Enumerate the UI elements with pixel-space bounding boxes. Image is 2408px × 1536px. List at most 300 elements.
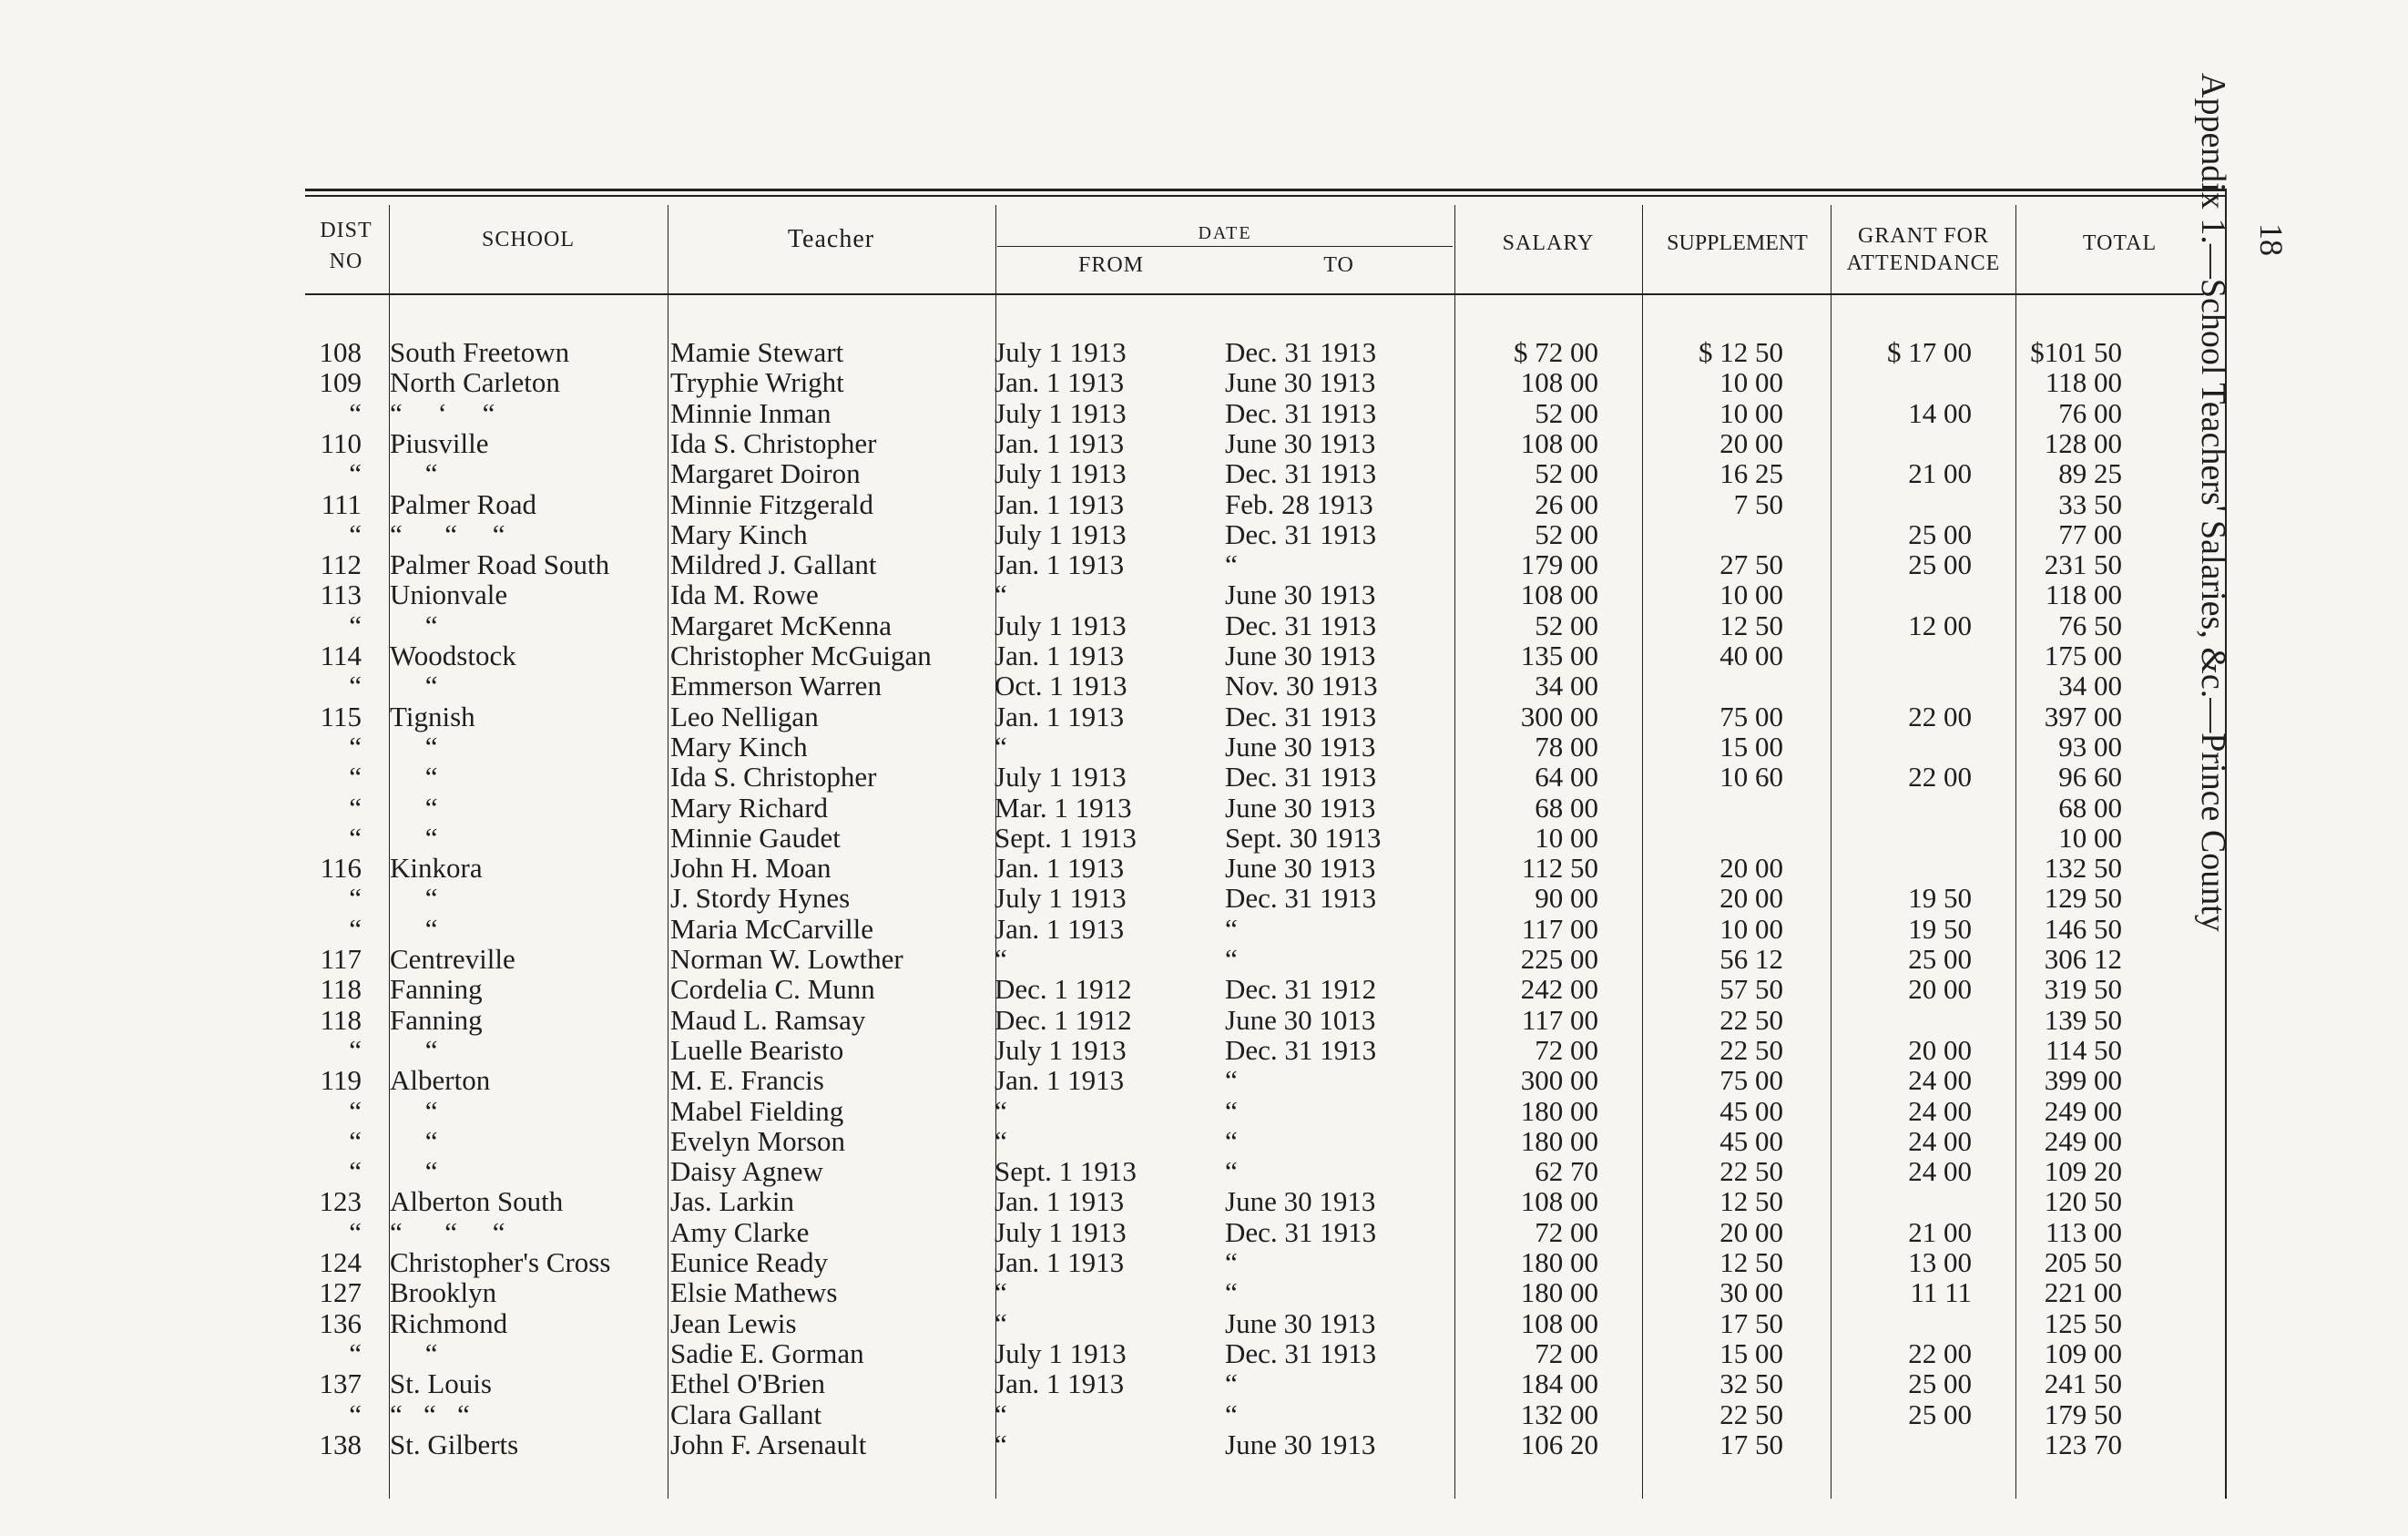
cell-to: June 30 1913: [1225, 1185, 1376, 1218]
cell-total: 132 50: [2044, 852, 2122, 885]
cell-grant: 24 00: [1908, 1124, 1972, 1157]
cell-to: “: [1225, 1367, 1238, 1400]
cell-supplement: 12 50: [1719, 1246, 1783, 1278]
cell-teacher: Jas. Larkin: [670, 1185, 795, 1218]
cell-teacher: Ida M. Rowe: [670, 579, 819, 611]
cell-to: “: [1225, 1155, 1238, 1188]
cell-salary: 108 00: [1520, 1185, 1598, 1218]
table-row: [0, 1065, 2231, 1096]
cell-grant: 25 00: [1908, 517, 1972, 550]
cell-school: Kinkora: [390, 852, 483, 885]
cell-dist: 118: [320, 1003, 362, 1036]
cell-salary: 179 00: [1520, 548, 1598, 581]
cell-school: Centreville: [390, 943, 515, 975]
cell-grant: 13 00: [1908, 1246, 1972, 1278]
cell-teacher: Minnie Fitzgerald: [670, 487, 873, 520]
cell-to: Dec. 31 1913: [1225, 517, 1377, 550]
cell-to: “: [1225, 943, 1238, 975]
cell-total: 76 00: [2058, 396, 2122, 429]
cell-school: “: [390, 1094, 438, 1127]
cell-from: “: [995, 1124, 1007, 1157]
header-date: DATE: [1198, 223, 1252, 243]
table-row: [0, 489, 2231, 520]
cell-teacher: John F. Arsenault: [670, 1428, 867, 1460]
cell-dist: “: [349, 821, 362, 854]
header-dist-line1: DIST: [320, 219, 372, 242]
cell-from: July 1 1913: [995, 336, 1127, 368]
cell-supplement: 10 00: [1719, 366, 1783, 399]
cell-dist: “: [349, 1398, 362, 1430]
cell-supplement: 22 50: [1719, 1155, 1783, 1188]
cell-dist: “: [349, 1094, 362, 1127]
cell-teacher: Mabel Fielding: [670, 1094, 844, 1127]
cell-school: Fanning: [390, 973, 483, 1006]
cell-dist: “: [349, 761, 362, 794]
table-row: [0, 610, 2231, 641]
cell-dist: “: [349, 730, 362, 763]
cell-school: “ “ “: [390, 1215, 505, 1248]
cell-supplement: 10 00: [1719, 912, 1783, 945]
table-row: [0, 732, 2231, 763]
cell-total: 33 50: [2058, 487, 2122, 520]
cell-teacher: Evelyn Morson: [670, 1124, 846, 1157]
cell-to: June 30 1913: [1225, 791, 1376, 824]
cell-school: Fanning: [390, 1003, 483, 1036]
header-dist-line2: NO: [329, 250, 363, 273]
cell-total: 139 50: [2044, 1003, 2122, 1036]
cell-dist: 114: [320, 640, 362, 671]
table-row: [0, 701, 2231, 732]
cell-salary: 106 20: [1520, 1428, 1598, 1460]
cell-from: Oct. 1 1913: [995, 670, 1127, 702]
cell-dist: 119: [320, 1064, 362, 1097]
cell-grant: 25 00: [1908, 1398, 1972, 1430]
cell-from: “: [995, 1276, 1007, 1309]
header-salary: SALARY: [1502, 231, 1595, 255]
cell-salary: 180 00: [1520, 1246, 1598, 1278]
cell-supplement: 30 00: [1719, 1276, 1783, 1309]
cell-from: “: [995, 1094, 1007, 1127]
cell-from: July 1 1913: [995, 457, 1127, 490]
cell-dist: “: [349, 1124, 362, 1157]
cell-salary: 64 00: [1535, 761, 1598, 794]
cell-to: June 30 1913: [1225, 1306, 1376, 1339]
cell-grant: 22 00: [1908, 761, 1972, 794]
cell-teacher: Jean Lewis: [670, 1306, 797, 1339]
cell-teacher: Mary Kinch: [670, 517, 808, 550]
cell-teacher: Minnie Gaudet: [670, 821, 841, 854]
cell-to: Dec. 31 1913: [1225, 1215, 1377, 1248]
cell-school: “: [390, 457, 438, 490]
cell-dist: 137: [319, 1367, 362, 1400]
table-row: [0, 519, 2231, 550]
table-row: [0, 1005, 2231, 1036]
cell-from: Jan. 1 1913: [995, 366, 1125, 399]
cell-grant: 19 50: [1908, 912, 1972, 945]
cell-grant: 22 00: [1908, 700, 1972, 732]
cell-salary: 300 00: [1520, 1064, 1598, 1097]
cell-total: 179 50: [2044, 1398, 2122, 1430]
table-row: [0, 853, 2231, 884]
cell-total: 399 00: [2044, 1064, 2122, 1097]
cell-teacher: Cordelia C. Munn: [670, 973, 875, 1006]
cell-to: “: [1225, 1276, 1238, 1309]
cell-dist: 116: [320, 852, 362, 885]
cell-from: “: [995, 1398, 1007, 1430]
cell-from: “: [995, 1428, 1007, 1460]
cell-dist: “: [349, 912, 362, 945]
cell-from: July 1 1913: [995, 517, 1127, 550]
cell-school: Tignish: [390, 700, 475, 732]
cell-supplement: 20 00: [1719, 882, 1783, 915]
cell-from: July 1 1913: [995, 609, 1127, 641]
cell-school: “: [390, 882, 438, 915]
table-row: [0, 398, 2231, 429]
cell-total: 205 50: [2044, 1246, 2122, 1278]
cell-to: Dec. 31 1913: [1225, 882, 1377, 915]
cell-from: Jan. 1 1913: [995, 1185, 1125, 1218]
cell-teacher: Minnie Inman: [670, 396, 832, 429]
cell-dist: “: [349, 1336, 362, 1369]
cell-school: Alberton South: [390, 1185, 564, 1218]
table-row: [0, 1035, 2231, 1066]
cell-supplement: 20 00: [1719, 426, 1783, 459]
header-to: TO: [1323, 253, 1354, 277]
header-teacher: Teacher: [787, 225, 875, 253]
cell-to: June 30 1913: [1225, 852, 1376, 885]
cell-total: 113 00: [2045, 1215, 2122, 1248]
cell-school: “: [390, 1155, 438, 1188]
cell-salary: 180 00: [1520, 1276, 1598, 1309]
header-school: SCHOOL: [481, 228, 575, 251]
cell-to: “: [1225, 1094, 1238, 1127]
cell-school: South Freetown: [390, 336, 570, 368]
cell-supplement: 10 60: [1719, 761, 1783, 794]
cell-total: 249 00: [2044, 1124, 2122, 1157]
cell-school: “: [390, 1124, 438, 1157]
cell-dist: “: [349, 1033, 362, 1066]
cell-from: Jan. 1 1913: [995, 700, 1125, 732]
cell-from: Jan. 1 1913: [995, 912, 1125, 945]
cell-total: 175 00: [2044, 640, 2122, 671]
cell-school: “ “ “: [390, 517, 505, 550]
cell-to: Dec. 31 1913: [1225, 700, 1377, 732]
cell-salary: 108 00: [1520, 366, 1598, 399]
cell-from: Jan. 1 1913: [995, 640, 1125, 671]
cell-from: “: [995, 943, 1007, 975]
cell-teacher: Ida S. Christopher: [670, 761, 877, 794]
cell-school: “ ‘ “: [390, 396, 495, 429]
cell-teacher: Christopher McGuigan: [670, 640, 932, 671]
cell-dist: 111: [321, 487, 362, 520]
cell-dist: “: [349, 457, 362, 490]
cell-from: July 1 1913: [995, 1033, 1127, 1066]
cell-school: Richmond: [390, 1306, 508, 1339]
cell-dist: 123: [319, 1185, 362, 1218]
table-row: [0, 671, 2231, 701]
cell-from: Jan. 1 1913: [995, 1246, 1125, 1278]
cell-teacher: Margaret Doiron: [670, 457, 861, 490]
cell-supplement: 75 00: [1719, 1064, 1783, 1097]
cell-total: 146 50: [2044, 912, 2122, 945]
header-grant-line2: ATTENDANCE: [1846, 251, 2001, 275]
cell-dist: “: [349, 517, 362, 550]
cell-supplement: 17 50: [1719, 1428, 1783, 1460]
cell-total: 68 00: [2058, 791, 2122, 824]
cell-school: “: [390, 821, 438, 854]
cell-dist: 109: [319, 366, 362, 399]
cell-total: 129 50: [2044, 882, 2122, 915]
cell-salary: 135 00: [1520, 640, 1598, 671]
cell-salary: 108 00: [1520, 579, 1598, 611]
cell-total: 96 60: [2058, 761, 2122, 794]
cell-total: 120 50: [2044, 1185, 2122, 1218]
page-number: 18: [2253, 223, 2290, 256]
cell-salary: 52 00: [1535, 517, 1598, 550]
cell-teacher: J. Stordy Hynes: [670, 882, 851, 915]
cell-teacher: Clara Gallant: [670, 1398, 822, 1430]
cell-grant: 12 00: [1908, 609, 1972, 641]
cell-supplement: 20 00: [1719, 852, 1783, 885]
cell-to: Dec. 31 1913: [1225, 761, 1377, 794]
cell-to: “: [1225, 1064, 1238, 1097]
cell-dist: 118: [320, 973, 362, 1006]
cell-grant: $ 17 00: [1887, 336, 1972, 368]
table-row: [0, 1126, 2231, 1157]
table-row: [0, 1429, 2231, 1460]
cell-from: Mar. 1 1913: [995, 791, 1132, 824]
header-from: FROM: [1077, 253, 1145, 277]
cell-school: Palmer Road: [390, 487, 536, 520]
cell-salary: 108 00: [1520, 1306, 1598, 1339]
cell-teacher: Amy Clarke: [670, 1215, 810, 1248]
cell-from: “: [995, 730, 1007, 763]
cell-supplement: 15 00: [1719, 1336, 1783, 1369]
cell-grant: 24 00: [1908, 1094, 1972, 1127]
cell-school: “: [390, 912, 438, 945]
cell-to: “: [1225, 1124, 1238, 1157]
cell-dist: 113: [320, 579, 362, 611]
cell-supplement: 15 00: [1719, 730, 1783, 763]
cell-teacher: Luelle Bearisto: [670, 1033, 844, 1066]
cell-salary: 52 00: [1535, 609, 1598, 641]
cell-from: “: [995, 1306, 1007, 1339]
cell-from: July 1 1913: [995, 882, 1127, 915]
table-row: [0, 1338, 2231, 1369]
cell-total: 319 50: [2044, 973, 2122, 1006]
cell-salary: 78 00: [1535, 730, 1598, 763]
header-bottom-rule: [305, 293, 2204, 295]
header-supplement: SUPPLEMENT: [1667, 231, 1808, 255]
cell-dist: “: [349, 609, 362, 641]
cell-from: Jan. 1 1913: [995, 852, 1125, 885]
cell-salary: 242 00: [1520, 973, 1598, 1006]
cell-from: Sept. 1 1913: [995, 1155, 1137, 1188]
cell-school: “: [390, 791, 438, 824]
table-row: [0, 579, 2231, 610]
cell-salary: 117 00: [1521, 912, 1598, 945]
cell-salary: 180 00: [1520, 1094, 1598, 1127]
table-row: [0, 367, 2231, 398]
cell-total: 93 00: [2058, 730, 2122, 763]
cell-to: Dec. 31 1912: [1225, 973, 1377, 1006]
cell-total: 397 00: [2044, 700, 2122, 732]
table-row: [0, 944, 2231, 975]
cell-school: “: [390, 1033, 438, 1066]
cell-supplement: $ 12 50: [1699, 336, 1783, 368]
cell-from: “: [995, 579, 1007, 611]
cell-to: Dec. 31 1913: [1225, 457, 1377, 490]
cell-grant: 20 00: [1908, 1033, 1972, 1066]
cell-grant: 25 00: [1908, 548, 1972, 581]
cell-total: 114 50: [2045, 1033, 2122, 1066]
cell-teacher: M. E. Francis: [670, 1064, 824, 1097]
cell-school: Alberton: [390, 1064, 491, 1097]
cell-school: “: [390, 730, 438, 763]
cell-school: Brooklyn: [390, 1276, 497, 1309]
cell-school: Unionvale: [390, 579, 508, 611]
cell-total: 221 00: [2044, 1276, 2122, 1309]
cell-supplement: 45 00: [1719, 1124, 1783, 1157]
cell-to: Sept. 30 1913: [1225, 821, 1382, 854]
cell-grant: 24 00: [1908, 1064, 1972, 1097]
cell-to: Nov. 30 1913: [1225, 670, 1378, 702]
cell-salary: 117 00: [1521, 1003, 1598, 1036]
cell-teacher: Elsie Mathews: [670, 1276, 838, 1309]
cell-total: 128 00: [2044, 426, 2122, 459]
cell-total: 89 25: [2058, 457, 2122, 490]
cell-total: 34 00: [2058, 670, 2122, 702]
cell-salary: 132 00: [1520, 1398, 1598, 1430]
cell-to: Dec. 31 1913: [1225, 336, 1377, 368]
cell-from: Jan. 1 1913: [995, 1064, 1125, 1097]
cell-salary: 52 00: [1535, 396, 1598, 429]
cell-teacher: Maud L. Ramsay: [670, 1003, 866, 1036]
cell-dist: 108: [319, 336, 362, 368]
cell-grant: 21 00: [1908, 1215, 1972, 1248]
cell-teacher: Daisy Agnew: [670, 1155, 823, 1188]
cell-grant: 25 00: [1908, 943, 1972, 975]
cell-grant: 21 00: [1908, 457, 1972, 490]
cell-supplement: 22 50: [1719, 1398, 1783, 1430]
cell-from: Jan. 1 1913: [995, 1367, 1125, 1400]
cell-school: Woodstock: [390, 640, 516, 671]
cell-from: Sept. 1 1913: [995, 821, 1137, 854]
cell-dist: 117: [320, 943, 362, 975]
cell-total: 76 50: [2058, 609, 2122, 641]
cell-grant: 25 00: [1908, 1367, 1972, 1400]
top-rule-outer: [305, 189, 2227, 191]
cell-salary: 72 00: [1535, 1033, 1598, 1066]
cell-grant: 20 00: [1908, 973, 1972, 1006]
cell-supplement: 40 00: [1719, 640, 1783, 671]
side-title: Appendix 1.—School Teachers' Salaries, &c.—Prince County: [2194, 73, 2232, 932]
cell-dist: 127: [319, 1276, 362, 1309]
table-row: [0, 1156, 2231, 1187]
header-dist: [305, 215, 387, 277]
cell-to: Dec. 31 1913: [1225, 1033, 1377, 1066]
table-row: [0, 1247, 2231, 1278]
cell-teacher: Mildred J. Gallant: [670, 548, 877, 581]
cell-salary: 225 00: [1520, 943, 1598, 975]
cell-from: Dec. 1 1912: [995, 1003, 1132, 1036]
cell-supplement: 10 00: [1719, 396, 1783, 429]
table-row: [0, 1308, 2231, 1339]
cell-salary: 10 00: [1535, 821, 1598, 854]
cell-teacher: Leo Nelligan: [670, 700, 819, 732]
cell-teacher: Margaret McKenna: [670, 609, 893, 641]
table-row: [0, 640, 2231, 671]
cell-supplement: 22 50: [1719, 1033, 1783, 1066]
header-total: TOTAL: [2082, 231, 2158, 255]
cell-teacher: Mary Richard: [670, 791, 829, 824]
cell-salary: 68 00: [1535, 791, 1598, 824]
cell-supplement: 22 50: [1719, 1003, 1783, 1036]
cell-school: “: [390, 609, 438, 641]
table-row: [0, 974, 2231, 1005]
cell-to: June 30 1913: [1225, 1428, 1376, 1460]
cell-teacher: Mary Kinch: [670, 730, 808, 763]
table-row: [0, 793, 2231, 824]
cell-salary: 62 70: [1535, 1155, 1598, 1188]
cell-total: 77 00: [2058, 517, 2122, 550]
cell-dist: 138: [319, 1428, 362, 1460]
table-row: [0, 1217, 2231, 1248]
cell-total: $101 50: [2030, 336, 2122, 368]
cell-total: 123 70: [2044, 1428, 2122, 1460]
cell-grant: 11 11: [1910, 1276, 1972, 1309]
cell-salary: 184 00: [1520, 1367, 1598, 1400]
cell-dist: “: [349, 396, 362, 429]
cell-to: “: [1225, 912, 1238, 945]
header-grant-line1: GRANT FOR: [1858, 224, 1989, 248]
cell-from: Jan. 1 1913: [995, 548, 1125, 581]
cell-total: 249 00: [2044, 1094, 2122, 1127]
table-row: [0, 883, 2231, 914]
cell-salary: 34 00: [1535, 670, 1598, 702]
cell-school: Palmer Road South: [390, 548, 610, 581]
cell-dist: 136: [319, 1306, 362, 1339]
table-row: [0, 337, 2231, 368]
cell-supplement: 12 50: [1719, 1185, 1783, 1218]
cell-salary: 52 00: [1535, 457, 1598, 490]
cell-grant: 24 00: [1908, 1155, 1972, 1188]
cell-from: July 1 1913: [995, 1336, 1127, 1369]
cell-to: June 30 1913: [1225, 426, 1376, 459]
cell-dist: 124: [319, 1246, 362, 1278]
cell-school: St. Louis: [390, 1367, 492, 1400]
cell-supplement: 12 50: [1719, 609, 1783, 641]
cell-total: 118 00: [2045, 579, 2122, 611]
cell-grant: 14 00: [1908, 396, 1972, 429]
cell-salary: 180 00: [1520, 1124, 1598, 1157]
cell-supplement: 56 12: [1719, 943, 1783, 975]
cell-school: Christopher's Cross: [390, 1246, 611, 1278]
cell-salary: 112 50: [1521, 852, 1598, 885]
cell-dist: “: [349, 882, 362, 915]
cell-grant: 19 50: [1908, 882, 1972, 915]
cell-from: July 1 1913: [995, 396, 1127, 429]
table-row: [0, 914, 2231, 945]
table-row: [0, 458, 2231, 489]
cell-to: “: [1225, 548, 1238, 581]
cell-grant: 22 00: [1908, 1336, 1972, 1369]
table-row: [0, 1186, 2231, 1217]
cell-school: “: [390, 670, 438, 702]
cell-teacher: Eunice Ready: [670, 1246, 829, 1278]
cell-supplement: 75 00: [1719, 700, 1783, 732]
cell-from: Jan. 1 1913: [995, 426, 1125, 459]
